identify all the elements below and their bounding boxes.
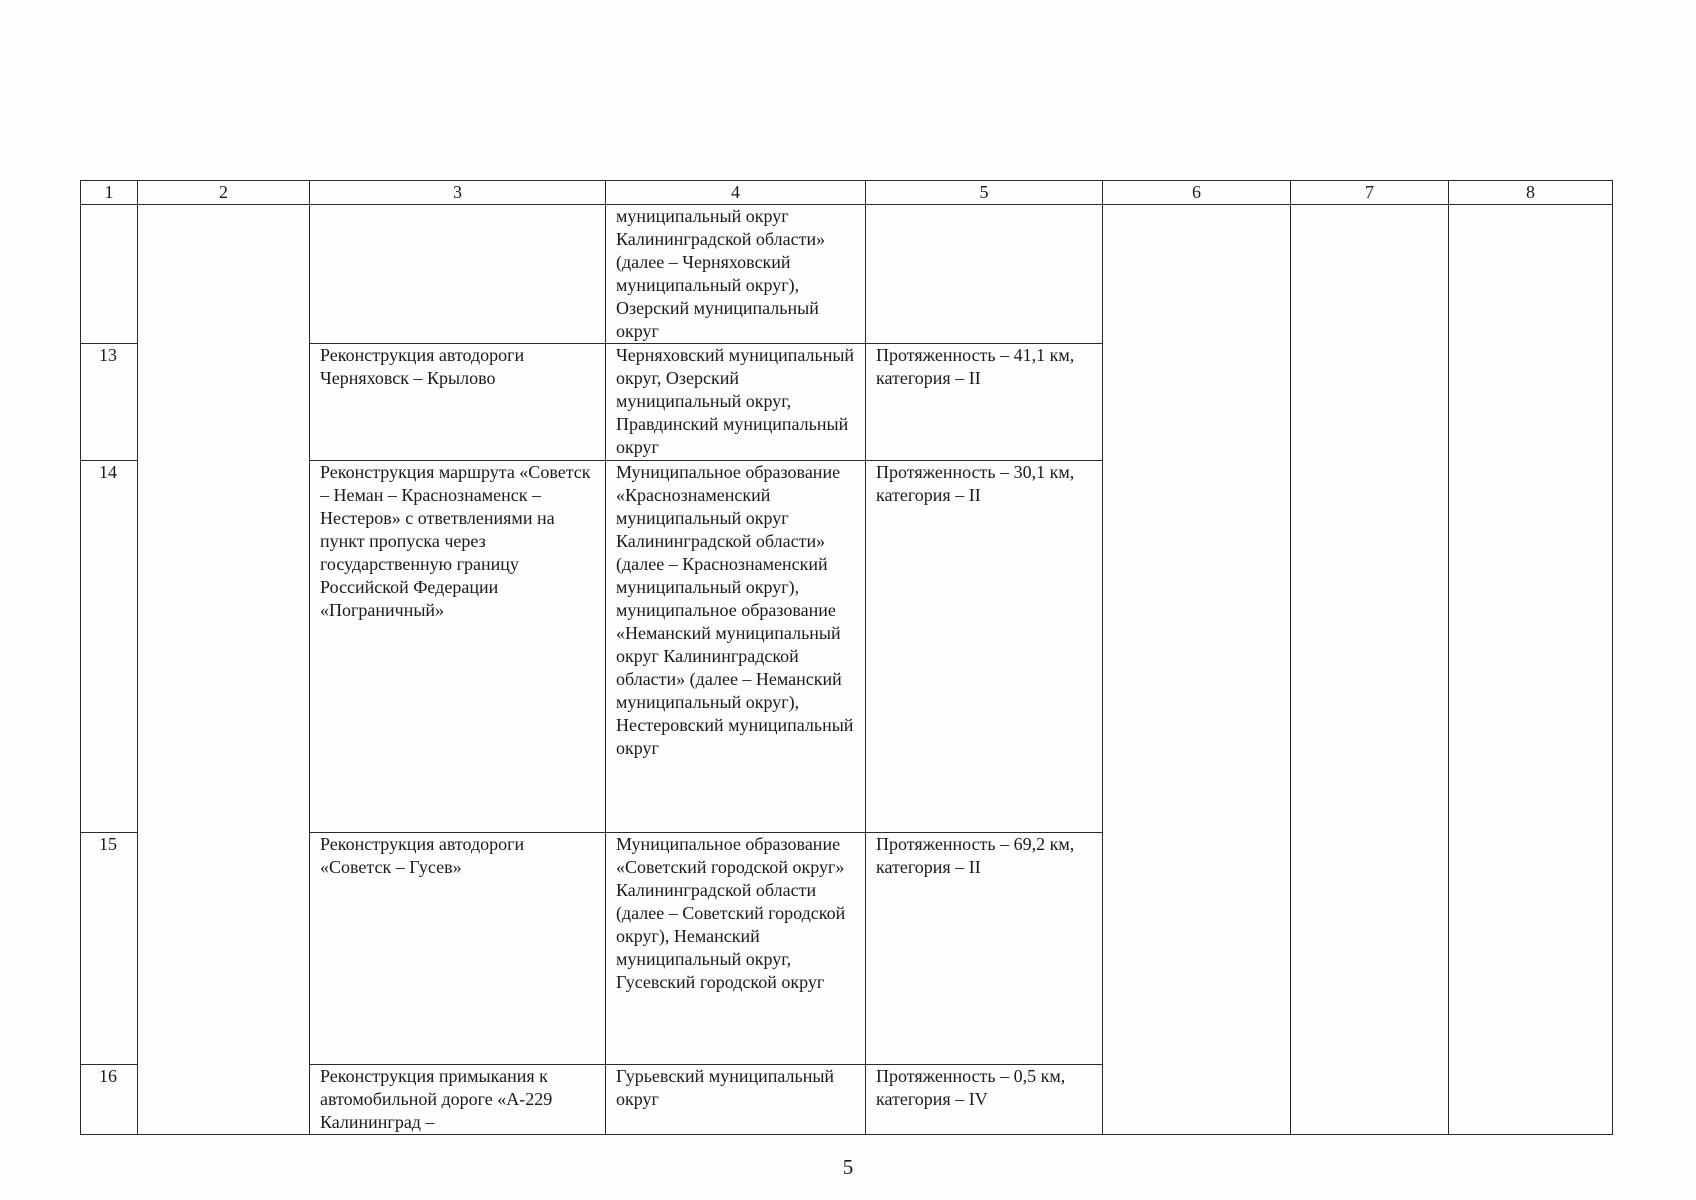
location-text: муниципальный округ Калининградской области» (далее – Черняховский муниципальный округ), Озерский муниципальный округ	[616, 206, 826, 341]
location-cell	[606, 1065, 866, 1135]
column-header-4: 4	[606, 181, 866, 205]
characteristics-text: Протяженность – 69,2 км, категория – II	[876, 834, 1075, 877]
location-cell	[606, 461, 866, 833]
row-number-cell: 13	[81, 344, 138, 461]
characteristics-cell	[866, 833, 1103, 1065]
object-name-cell	[310, 344, 606, 461]
column-header-1: 1	[81, 181, 138, 205]
object-name-cell	[310, 205, 606, 344]
column-header-2: 2	[138, 181, 310, 205]
characteristics-text: Протяженность – 41,1 км, категория – II	[876, 345, 1075, 388]
column-header-5: 5	[866, 181, 1103, 205]
column-header-7: 7	[1291, 181, 1449, 205]
column-header-6: 6	[1103, 181, 1291, 205]
location-cell	[606, 344, 866, 461]
object-name-cell	[310, 1065, 606, 1135]
page-number: 5	[842, 1155, 854, 1179]
column-header-8: 8	[1449, 181, 1613, 205]
location-text: Гурьевский муниципальный округ	[616, 1066, 835, 1109]
location-text: Черняховский муниципальный округ, Озерский муниципальный округ, Правдинский муниципальный округ	[616, 345, 855, 457]
characteristics-text: Протяженность – 30,1 км, категория – II	[876, 462, 1075, 505]
characteristics-text: Протяженность – 0,5 км, категория – IV	[876, 1066, 1066, 1109]
data-table	[80, 180, 1613, 1135]
table-header-row	[81, 181, 1613, 205]
column-header-3: 3	[310, 181, 606, 205]
object-name-text: Реконструкция автодороги «Советск – Гусев»	[320, 834, 525, 877]
column-6-merged-cell	[1103, 205, 1291, 1135]
table-row	[81, 205, 1613, 344]
characteristics-cell	[866, 205, 1103, 344]
object-name-text: Реконструкция автодороги Черняховск – Крылово	[320, 345, 525, 388]
characteristics-cell	[866, 344, 1103, 461]
column-7-merged-cell	[1291, 205, 1449, 1135]
row-number-cell: 15	[81, 833, 138, 1065]
object-name-text: Реконструкция примыкания к автомобильной дороге «А-229 Калининград –	[320, 1066, 553, 1132]
characteristics-cell	[866, 1065, 1103, 1135]
row-number-cell: 16	[81, 1065, 138, 1135]
column-2-merged-cell	[138, 205, 310, 1135]
location-text: Муниципальное образование «Краснознаменский муниципальный округ Калининградской области» (далее – Краснознаменский муниципальный округ), муниципальное образование «Неманский муниципальный округ Калининградской области» (далее – Неманский муниципальный округ), Нестеровский муниципальный округ	[616, 462, 854, 758]
location-cell	[606, 833, 866, 1065]
row-number-cell	[81, 205, 138, 344]
location-text: Муниципальное образование «Советский городской округ» Калининградской области (далее – Советский городской округ), Неманский муниципальный округ, Гусевский городской округ	[616, 834, 846, 992]
object-name-text: Реконструкция маршрута «Советск – Неман – Краснознаменск – Нестеров» с ответвлениями на пункт пропуска через государственную границу Российской Федерации «Пограничный»	[320, 462, 591, 620]
row-number-cell: 14	[81, 461, 138, 833]
column-8-merged-cell	[1449, 205, 1613, 1135]
characteristics-cell	[866, 461, 1103, 833]
object-name-cell	[310, 833, 606, 1065]
object-name-cell	[310, 461, 606, 833]
location-cell	[606, 205, 866, 344]
